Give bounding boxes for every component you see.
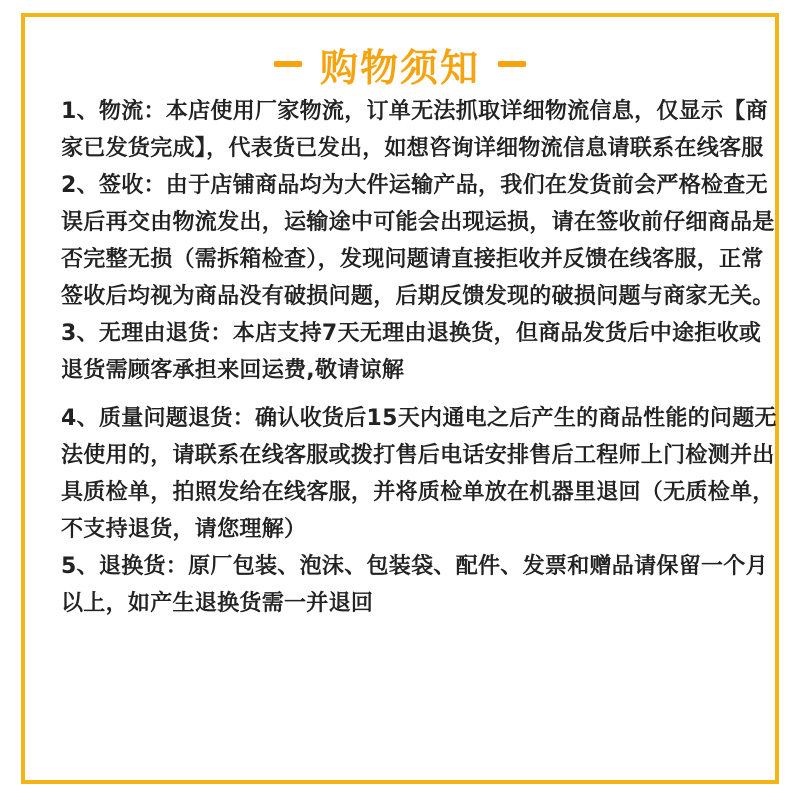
page-title [25, 39, 775, 89]
notice-item-quality-return: 4、质量问题退货：确认收货后15天内通电之后产生的商品性能的问题无法使用的，请联系在线客服或拨打售后电话安排售后工程师上门检测并出具质检单，拍照发给在线客服，并将质检单放在机器里退回（无质检单，不支持退货，请您理解） [61, 406, 777, 542]
notice-item-exchange: 5、退换货：原厂包装、泡沫、包装袋、配件、发票和赠品请保留一个月以上，如产生退换货需一并退回 [61, 554, 768, 616]
title-dash-left [274, 61, 302, 67]
notice-list [61, 93, 781, 622]
notice-item-signing: 2、签收：由于店铺商品均为大件运输产品，我们在发货前会严格检查无误后再交由物流发出，运输途中可能会出现运损，请在签收前仔细商品是否完整无损（需拆箱检查），发现问题请直接拒收并反馈在线客服，正常签收后均视为商品没有破损问题，后期反馈发现的破损问题与商家无关。 [61, 173, 775, 309]
notice-frame [21, 13, 779, 784]
title-text: 购物须知 [319, 45, 480, 90]
notice-item-no-reason-return: 3、无理由退货：本店支持7天无理由退换货，但商品发货后中途拒收或退货需顾客承担来回运费,敬请谅解 [61, 321, 762, 383]
title-dash-right [498, 61, 526, 67]
notice-item-logistics: 1、物流：本店使用厂家物流，订单无法抓取详细物流信息，仅显示【商家已发货完成】，代表货已发出，如想咨询详细物流信息请联系在线客服 [61, 99, 768, 161]
